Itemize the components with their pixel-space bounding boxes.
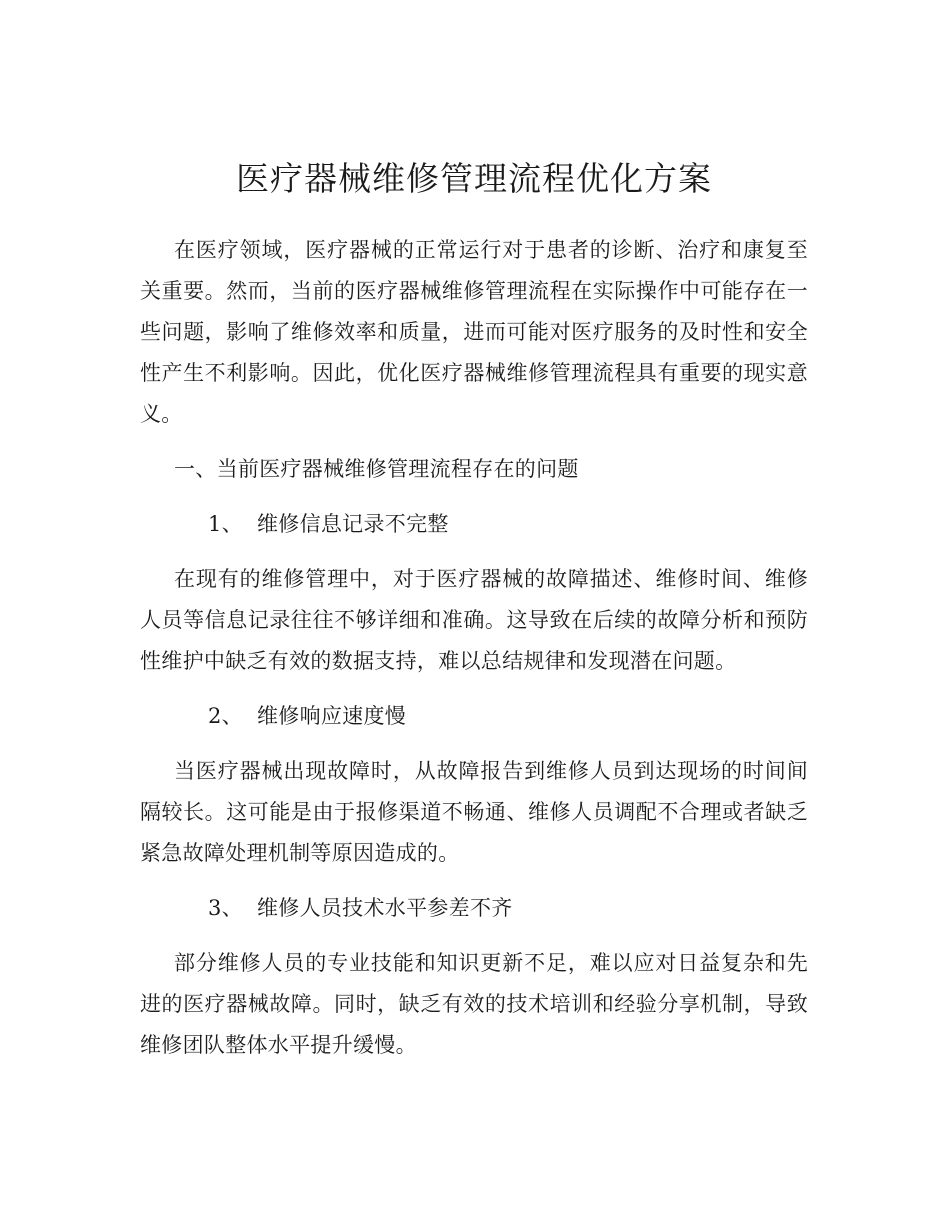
item-2-heading	[140, 696, 808, 737]
item-3-number: 3、	[208, 896, 243, 920]
section-heading: 一、当前医疗器械维修管理流程存在的问题	[174, 457, 579, 481]
item-2-title: 维修响应速度慢	[256, 704, 407, 728]
item-3-body: 部分维修人员的专业技能和知识更新不足，难以应对日益复杂和先进的医疗器械故障。同时，缺乏有效的技术培训和经验分享机制，导致维修团队整体水平提升缓慢。	[140, 951, 808, 1057]
item-3-title: 维修人员技术水平参差不齐	[256, 896, 513, 920]
item-2-body: 当医疗器械出现故障时，从故障报告到维修人员到达现场的时间间隔较长。这可能是由于报修渠道不畅通、维修人员调配不合理或者缺乏紧急故障处理机制等原因造成的。	[140, 759, 808, 865]
document-title: 医疗器械维修管理流程优化方案	[236, 159, 712, 198]
item-1-body: 在现有的维修管理中，对于医疗器械的故障描述、维修时间、维修人员等信息记录往往不够详细和准确。这导致在后续的故障分析和预防性维护中缺乏有效的数据支持，难以总结规律和发现潜在问题。	[140, 567, 808, 673]
intro-paragraph: 在医疗领域，医疗器械的正常运行对于患者的诊断、治疗和康复至关重要。然而，当前的医疗器械维修管理流程在实际操作中可能存在一些问题，影响了维修效率和质量，进而可能对医疗服务的及时性和安全性产生不利影响。因此，优化医疗器械维修管理流程具有重要的现实意义。	[140, 238, 808, 426]
item-1-number: 1、	[208, 512, 243, 536]
item-3-heading	[140, 888, 808, 929]
item-2-number: 2、	[208, 704, 243, 728]
item-1-title: 维修信息记录不完整	[256, 512, 449, 536]
item-1-heading	[140, 504, 808, 545]
